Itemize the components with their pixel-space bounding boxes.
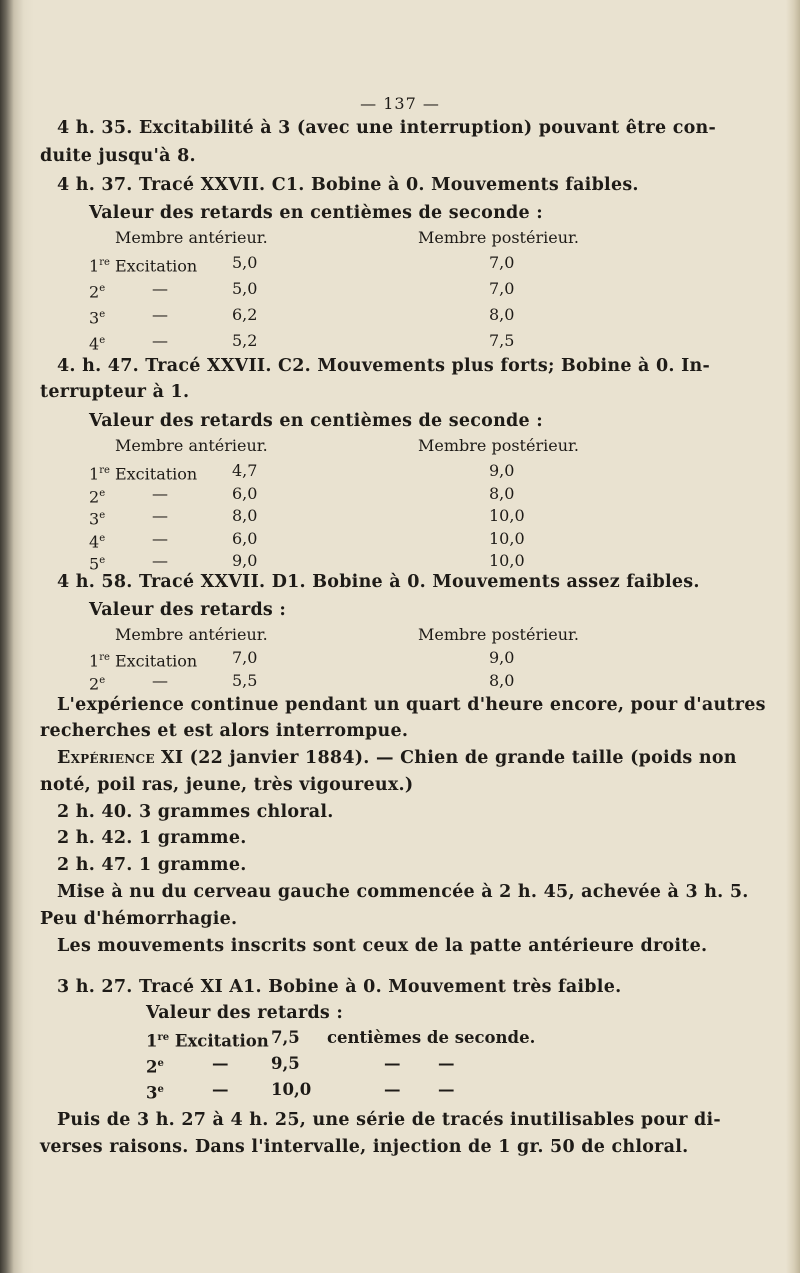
table4-row-ditto-2: — (438, 1054, 455, 1073)
entry-447-subheading: Valeur des retards en centièmes de seconde : (89, 411, 543, 431)
table3-head-posterior: Membre postérieur. (418, 625, 579, 644)
table3-row-label: Excitation (109, 651, 198, 671)
entry-447-line1: 4. h. 47. Tracé XXVII. C2. Mouvements plus forts; Bobine à 0. In- (57, 356, 711, 376)
table4-row-value: 7,5 (271, 1028, 300, 1047)
table2-row-posterior-value: 8,0 (489, 483, 515, 503)
page-binding-shadow (0, 0, 34, 1273)
paragraph-continue-line1: L'expérience continue pendant un quart d'heure encore, pour d'autres (57, 695, 766, 715)
table1-row-posterior-value: 7,0 (489, 253, 515, 272)
mise-a-nu-line2: Peu d'hémorrhagie. (40, 909, 238, 929)
table1-row-anterior-value: 5,0 (232, 253, 258, 272)
mouvements-note: Les mouvements inscrits sont ceux de la patte antérieure droite. (57, 936, 708, 956)
table2-row-ditto-dash: — (152, 506, 168, 525)
table3-row-ordinal-suffix: re (99, 652, 110, 663)
dose-2: 2 h. 42. 1 gramme. (57, 828, 247, 848)
table2-row-ordinal: 2e (89, 486, 106, 506)
table4-row-ditto-1: — (384, 1080, 401, 1099)
experience-xi-description: (22 janvier 1884). — Chien de grande taille (poids non (183, 748, 737, 768)
table3-row-posterior-value: 8,0 (489, 671, 515, 690)
table3-head-anterior: Membre antérieur. (115, 625, 268, 644)
table3-row-posterior-value: 9,0 (489, 648, 515, 667)
table4-row-ditto-dash: — (212, 1080, 229, 1099)
entry-458-subheading: Valeur des retards : (89, 600, 287, 620)
table2-row-ditto-dash: — (152, 551, 168, 570)
table2-row-ditto-dash: — (152, 528, 168, 548)
table1-head-anterior: Membre antérieur. (115, 228, 268, 247)
entry-458-heading: 4 h. 58. Tracé XXVII. D1. Bobine à 0. Mouvements assez faibles. (57, 572, 700, 592)
page-edge (786, 0, 800, 1273)
table3-row-anterior-value: 7,0 (232, 648, 258, 667)
table1-row-posterior-value: 7,0 (489, 279, 515, 298)
table1-row-anterior-value: 5,2 (232, 331, 258, 350)
entry-435-line1: 4 h. 35. Excitabilité à 3 (avec une interruption) pouvant être con- (57, 118, 717, 138)
table2-row-ordinal: 3e (89, 509, 106, 529)
table4-row-value: 9,5 (271, 1054, 300, 1073)
table1-row-ditto-dash: — (152, 305, 168, 324)
table1-row-ordinal-suffix: e (99, 283, 106, 294)
table4-row-ditto-dash: — (212, 1054, 229, 1073)
table2-row-anterior-value: 6,0 (232, 528, 258, 548)
entry-435-line2: duite jusqu'à 8. (40, 146, 196, 166)
table4-row-ditto-2: — (438, 1080, 455, 1099)
table2-row-ordinal: 5e (89, 554, 106, 574)
table3-row-ditto-dash: — (152, 671, 168, 690)
table2-head-anterior: Membre antérieur. (115, 436, 268, 455)
experience-xi-title: Expérience XI (57, 748, 184, 768)
table1-row-posterior-value: 8,0 (489, 305, 515, 324)
table1-row-anterior-value: 5,0 (232, 279, 258, 298)
table1-row-ordinal-suffix: e (99, 335, 106, 346)
entry-447-line2: terrupteur à 1. (40, 382, 190, 402)
table2-row-label: Excitation (109, 464, 198, 484)
mise-a-nu-line1: Mise à nu du cerveau gauche commencée à 2 h. 45, achevée à 3 h. 5. (57, 882, 749, 902)
table1-row-label: Excitation (109, 256, 198, 276)
table2-row-posterior-value: 9,0 (489, 461, 515, 480)
table2-row-anterior-value: 8,0 (232, 506, 258, 525)
table4-row-unit: centièmes de seconde. (327, 1028, 536, 1047)
paragraph-puis-line1: Puis de 3 h. 27 à 4 h. 25, une série de tracés inutilisables pour di- (57, 1110, 721, 1130)
table2-row-ordinal: 1re Excitation (89, 464, 198, 484)
table3-row-ordinal: 1re Excitation (89, 651, 198, 671)
table1-row-ordinal-suffix: e (99, 309, 106, 320)
dose-3: 2 h. 47. 1 gramme. (57, 855, 247, 875)
table1-row-ditto-dash: — (152, 331, 168, 350)
table1-head-posterior: Membre postérieur. (418, 228, 579, 247)
table2-row-ditto-dash: — (152, 483, 168, 503)
paragraph-puis-line2: verses raisons. Dans l'intervalle, injection de 1 gr. 50 de chloral. (40, 1137, 689, 1157)
table1-row-ordinal: 3e (89, 308, 106, 328)
table2-row-posterior-value: 10,0 (489, 551, 525, 570)
table2-row-ordinal-suffix: e (99, 487, 106, 499)
table3-row-ordinal: 2e (89, 674, 106, 694)
dose-1: 2 h. 40. 3 grammes chloral. (57, 802, 334, 822)
table4-row-ordinal: 3e (146, 1083, 164, 1103)
table2-row-ordinal-suffix: e (99, 532, 106, 544)
table2-row-posterior-value: 10,0 (489, 528, 525, 548)
entry-327-subheading: Valeur des retards : (146, 1003, 344, 1023)
table2-row-ordinal: 4e (89, 531, 106, 551)
table3-row-ordinal-suffix: e (99, 675, 106, 686)
table1-row-anterior-value: 6,2 (232, 305, 258, 324)
paragraph-continue-line2: recherches et est alors interrompue. (40, 721, 409, 741)
table2-head-posterior: Membre postérieur. (418, 436, 579, 455)
table4-row-ordinal-suffix: e (157, 1058, 164, 1069)
experience-xi-line2: noté, poil ras, jeune, très vigoureux.) (40, 775, 414, 795)
table2-row-posterior-value: 10,0 (489, 506, 525, 525)
table2-row-anterior-value: 4,7 (232, 461, 258, 480)
table3-row-anterior-value: 5,5 (232, 671, 258, 690)
table4-row-label: Excitation (169, 1031, 269, 1051)
table1-row-ordinal-suffix: re (99, 257, 110, 268)
entry-327-heading: 3 h. 27. Tracé XI A1. Bobine à 0. Mouvement très faible. (57, 977, 622, 997)
table4-row-ordinal: 1re Excitation (146, 1031, 269, 1051)
entry-437-heading: 4 h. 37. Tracé XXVII. C1. Bobine à 0. Mouvements faibles. (57, 175, 639, 195)
table1-row-ordinal: 1re Excitation (89, 256, 198, 276)
table4-row-ordinal-suffix: e (157, 1084, 164, 1095)
table4-row-ordinal: 2e (146, 1057, 164, 1077)
experience-xi-line1 (57, 747, 737, 769)
table1-row-ditto-dash: — (152, 279, 168, 298)
table4-row-ordinal-suffix: re (157, 1032, 170, 1043)
table2-row-ordinal-suffix: re (99, 465, 110, 476)
entry-437-subheading: Valeur des retards en centièmes de seconde : (89, 203, 543, 223)
table4-row-value: 10,0 (271, 1080, 312, 1099)
table2-row-ordinal-suffix: e (99, 555, 106, 566)
table2-row-ordinal-suffix: e (99, 510, 106, 521)
page-number: — 137 — (360, 94, 440, 113)
table4-row-ditto-1: — (384, 1054, 401, 1073)
table2-row-anterior-value: 6,0 (232, 483, 258, 503)
table1-row-ordinal: 2e (89, 282, 106, 302)
table2-row-anterior-value: 9,0 (232, 551, 258, 570)
table1-row-posterior-value: 7,5 (489, 331, 515, 350)
table1-row-ordinal: 4e (89, 334, 106, 354)
